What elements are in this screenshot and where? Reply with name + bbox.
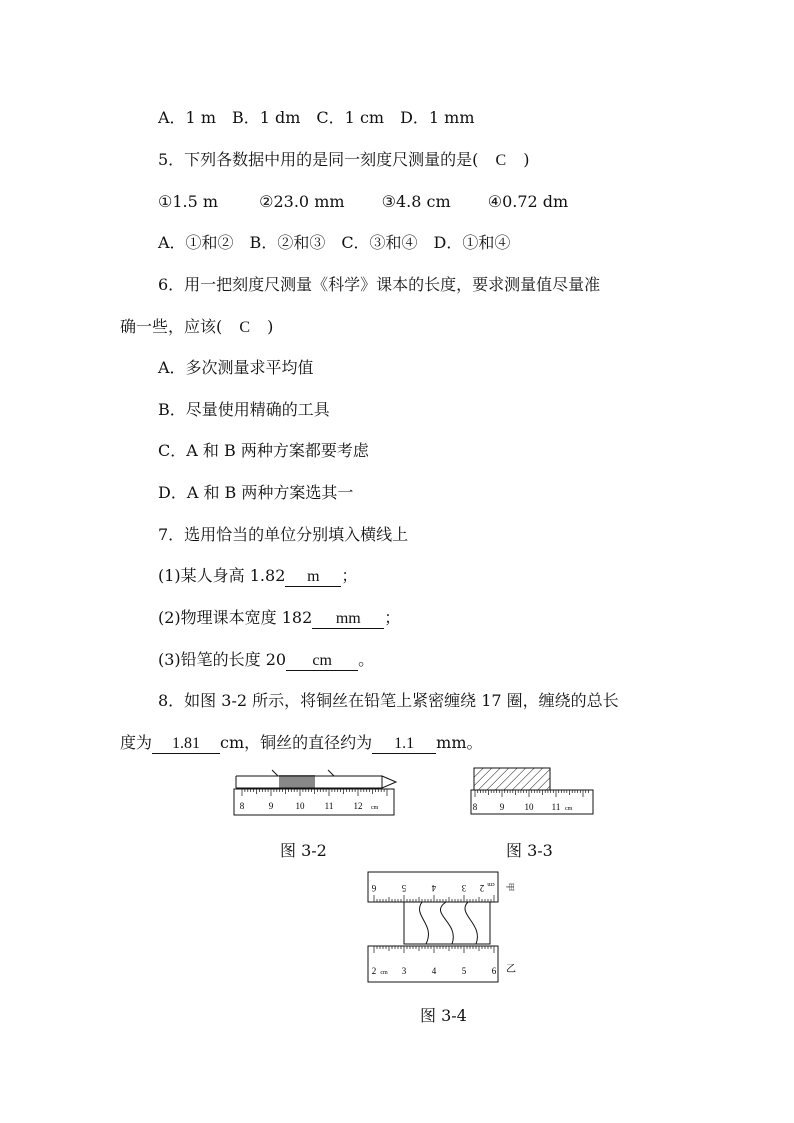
unit-label: cm	[380, 970, 388, 976]
figure-3-4	[364, 868, 524, 988]
tick-label: 10	[295, 801, 305, 811]
tick-label: 3	[461, 883, 467, 893]
unit-label: cm	[565, 806, 573, 812]
q7-3-prefix: (3)铅笔的长度 20	[158, 650, 287, 669]
tick-label: 4	[431, 883, 437, 893]
q6-stem-1: 6．用一把刻度尺测量《科学》课本的长度，要求测量值尽量准	[158, 275, 601, 294]
tick-label: 12	[353, 801, 363, 811]
q8-stem-2-prefix: 度为	[120, 733, 153, 752]
q5-data-3: ③4.8 cm	[381, 192, 451, 211]
q7-3-end: 。	[358, 650, 375, 669]
q6-option-b: B．尽量使用精确的工具	[158, 400, 330, 419]
q7-2-end: ；	[384, 608, 401, 627]
tick-label: 6	[491, 966, 497, 976]
tick-label: 9	[268, 801, 274, 811]
tick-label: 9	[499, 802, 505, 812]
figure-3-2-caption: 图 3-2	[280, 841, 327, 860]
q7-1-end: ；	[341, 566, 358, 585]
q6-stem-2	[120, 317, 273, 338]
figure-3-3-caption: 图 3-3	[506, 841, 553, 860]
q7-item-3	[158, 650, 374, 671]
tick-label: 2	[371, 966, 377, 976]
tick-label: 3	[401, 966, 407, 976]
tick-label: 2	[479, 883, 485, 893]
coil-winding	[280, 775, 314, 789]
q7-item-1	[158, 566, 357, 587]
q7-1-answer: m	[285, 568, 341, 587]
tick-label: 5	[461, 966, 467, 976]
label-yi: 乙	[506, 964, 516, 975]
unit-label: cm	[487, 881, 495, 887]
q5-stem	[158, 150, 530, 171]
q8-answer-2: 1.1	[372, 735, 436, 754]
q6-option-d: D．A 和 B 两种方案选其一	[158, 483, 354, 502]
figure-3-4-caption: 图 3-4	[420, 1006, 467, 1025]
q5-data-2: ②23.0 mm	[259, 192, 345, 211]
tick-label: 8	[239, 801, 245, 811]
q7-3-answer: cm	[286, 652, 358, 671]
unit-label: cm	[371, 805, 379, 811]
q6-stem-2-text: 确一些，应该(	[120, 317, 223, 336]
tick-label: 5	[401, 883, 407, 893]
figure-3-2	[230, 768, 400, 828]
q7-item-2	[158, 608, 400, 629]
q5-data	[158, 192, 568, 212]
q6-option-c: C．A 和 B 两种方案都要考虑	[158, 441, 369, 460]
tick-label: 8	[472, 802, 478, 812]
q7-2-answer: mm	[312, 610, 384, 629]
label-jia: 甲	[505, 882, 515, 892]
q5-options: A．①和② B．②和③ C．③和④ D．①和④	[158, 233, 511, 252]
q8-stem-1: 8．如图 3-2 所示，将铜丝在铅笔上紧密缠绕 17 圈，缠绕的总长	[158, 691, 619, 710]
q7-stem: 7．选用恰当的单位分别填入横线上	[158, 525, 409, 544]
q6-close: )	[267, 317, 274, 336]
q8-answer-1: 1.81	[152, 735, 220, 754]
q5-data-1: ①1.5 m	[158, 192, 219, 211]
q8-stem-2-mid: cm，铜丝的直径约为	[220, 733, 373, 752]
q5-data-4: ④0.72 dm	[487, 192, 569, 211]
tick-label: 11	[551, 802, 561, 812]
q8-stem-2	[120, 733, 483, 754]
q5-answer: C	[495, 152, 507, 169]
q5-stem-text: 5．下列各数据中用的是同一刻度尺测量的是(	[158, 150, 479, 169]
q4-options: A．1 m B．1 dm C．1 cm D．1 mm	[158, 108, 475, 127]
q7-2-prefix: (2)物理课本宽度 182	[158, 608, 313, 627]
q6-answer: C	[239, 319, 251, 336]
q7-1-prefix: (1)某人身高 1.82	[158, 566, 286, 585]
tick-label: 11	[324, 801, 334, 811]
tick-label: 6	[371, 883, 377, 893]
figure-3-3	[468, 766, 596, 818]
q6-option-a: A．多次测量求平均值	[158, 358, 314, 377]
tick-label: 10	[524, 802, 534, 812]
tick-label: 4	[431, 966, 437, 976]
hatched-block	[474, 768, 550, 790]
q8-stem-2-end: mm。	[436, 733, 483, 752]
q5-close: )	[523, 150, 530, 169]
